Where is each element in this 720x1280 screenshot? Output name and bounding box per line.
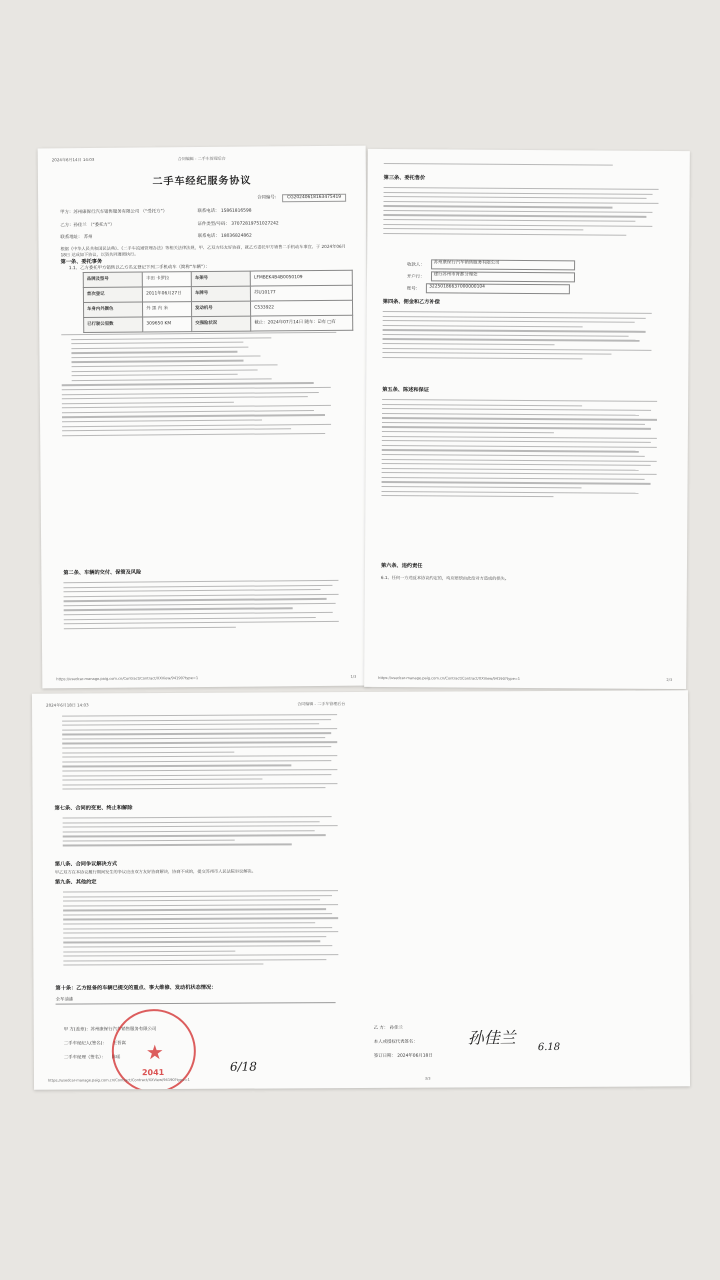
handwritten-signature: 孙佳兰 — [467, 1028, 516, 1048]
contract-page-3 — [32, 690, 690, 1089]
account-row: 账号： 32250186637000000104 — [407, 283, 570, 294]
print-date: 2024年6月18日 14:03 — [46, 702, 89, 708]
section-9-heading: 第九条、其他约定 — [54, 879, 97, 886]
page-footer: https://usedcar-manage.paig.com.cn/Contract/Contract/XXView/94190?type=1 2/3 — [378, 676, 673, 683]
agent-signature: 二手车经纪人(签名)： 王晋嵩 — [63, 1041, 126, 1047]
section-7-heading: 第七条、合同的变更、终止和解除 — [54, 805, 133, 812]
print-header-title: 合同编辑 - 二手车管理后台 — [297, 701, 346, 707]
page-footer: https://usedcar-manage.paig.com.cn/Contract/Contract/XXView/94190?type=1 3/3 — [47, 1076, 431, 1083]
section-6-heading: 第六条、违约责任 — [380, 562, 423, 570]
section-4-heading: 第四条、佣金和乙方补偿 — [382, 298, 440, 306]
signature-party-a: 甲 方(盖章)：苏州康保行汽车销售服务有限公司 — [63, 1027, 157, 1033]
handwritten-date-2: 6/18 — [229, 1059, 257, 1074]
clause-1-1: 1.1、乙方委托甲方销售以乙方名义登记下列二手机动车（简称“车辆”）： — [68, 264, 210, 272]
handwritten-date: 6.18 — [537, 1041, 561, 1054]
section-8-text: 甲乙双方在本协议履行期间发生的争议应由双方友好协商解决，协商不成的，提交苏州市人民法院诉讼解决。 — [54, 868, 256, 875]
party-b-row: 乙方：孙佳兰 （“委托方”） 证件类型/号码： 37072819751027242 — [60, 221, 279, 229]
signature-party-b: 乙 方： 孙佳兰 — [373, 1025, 403, 1031]
section-10-value: 全车油漆 — [56, 996, 336, 1004]
contract-page-2 — [364, 149, 690, 689]
bank-row: 开户行： 建行苏州市胥都分理处 — [407, 271, 575, 282]
intro-paragraph: 根据《中华人民共和国民法典》、《二手车流通管理办法》等相关法律法规，甲、乙双方经友好协商，就乙方委托甲方销售二手机动车事宜，于 2024年06月18日 达成如下协议，以资共同遵照执行。 — [60, 243, 346, 257]
party-a-row: 甲方：苏州康保行汽车销售服务有限公司 （“受托方”） 联系电话： 15861816598 — [60, 208, 252, 216]
contract-number: 合同编号： CG20240618163475419 — [257, 194, 346, 203]
manager-signature: 二手车经理（签名）： 陈瑶 — [63, 1055, 121, 1061]
section-2-heading: 第二条、车辆的交付、保管及风险 — [63, 569, 142, 577]
company-seal: ★ 2041 — [112, 1009, 196, 1090]
section-3-heading: 第三条、委托售价 — [383, 174, 426, 182]
section-5-heading: 第五条、陈述和保证 — [382, 386, 429, 394]
contact-row: 联系地址： 苏州 联系电话： 18036824862 — [60, 233, 252, 241]
print-header-title: 合同编辑 - 二手车管理后台 — [177, 155, 226, 162]
print-date: 2024年6月14日 14:03 — [51, 156, 95, 163]
payee-row: 收款人： 苏州康保行汽车销售服务有限公司 — [407, 259, 575, 270]
sign-date: 签订日期： 2024年06月18日 — [373, 1053, 433, 1059]
contract-page-1 — [38, 146, 371, 689]
party-b-signature-label: 本人或授权代表签名： — [373, 1039, 418, 1045]
section-8-heading: 第八条、合同争议解决方式 — [54, 861, 118, 868]
contract-title: 二手车经纪服务协议 — [152, 175, 252, 188]
clause-6-1: 6.1、任何一方违反本协议约定的，均应赔偿由此给对方造成的损失。 — [380, 574, 510, 581]
section-1-heading: 第一条、委托事务 — [60, 258, 103, 266]
section-10-heading: 第十条：乙方报备的车辆已提交的重点、事大维修、发动机状态情况： — [55, 984, 217, 992]
vehicle-table: 品牌及型号 丰田 卡罗拉 车架号 LFMBEK4B4B0050109 首次登记 2011年06月27日 车牌号 苏U10177 车身内外颜色 外 黑 内 米 发动机号 C533922 已行驶公里数 309650 KM 交强险状况 截止：2024年07月14日 随车：☑有 □有 — [83, 270, 354, 333]
page-footer: https://usedcar-manage.paig.com.cn/Contract/Contract/XXView/94190?type=1 1/3 — [56, 674, 357, 682]
